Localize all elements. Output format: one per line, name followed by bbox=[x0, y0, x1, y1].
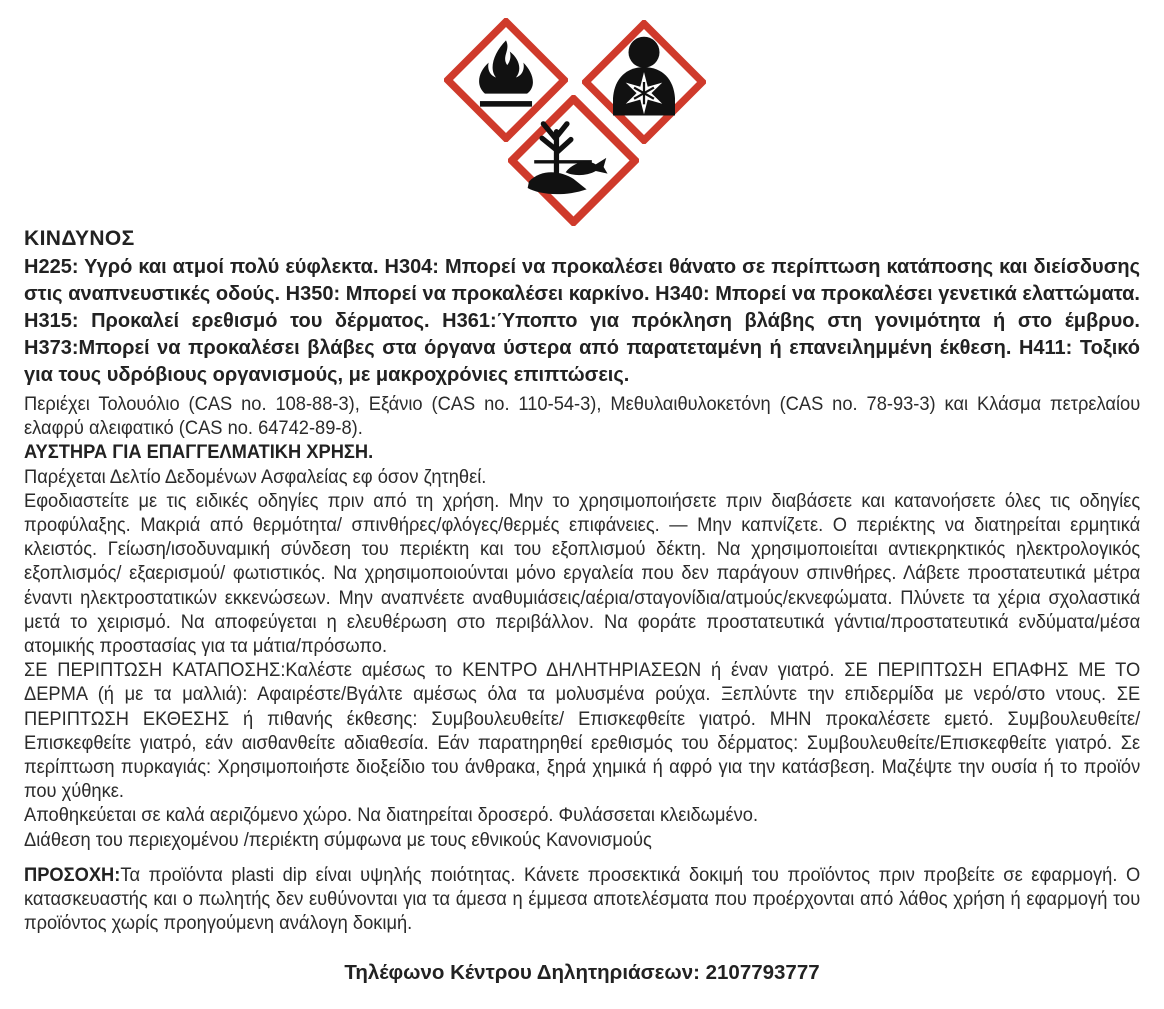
disposal-statement: Διάθεση του περιεχομένου /περιέκτη σύμφωνα με τους εθνικούς Κανονισμούς bbox=[24, 828, 652, 851]
poison-center-phone: Τηλέφωνο Κέντρου Δηλητηριάσεων: 2107793777 bbox=[344, 961, 820, 985]
professional-use-note: ΑΥΣΤΗΡΑ ΓΙΑ ΕΠΑΓΓΕΛΜΑΤΙΚΗ ΧΡΗΣΗ. bbox=[24, 441, 374, 464]
small-print-block bbox=[24, 392, 1140, 935]
signal-word: ΚΙΝΔΥΝΟΣ bbox=[24, 227, 135, 250]
caution-paragraph bbox=[24, 863, 1140, 936]
precautionary-statements: Εφοδιαστείτε με τις ειδικές οδηγίες πριν από τη χρήση. Μην το χρησιμοποιήσετε πριν διαβάσετε και κατανοήσετε όλες τις οδηγίες προφύλαξης. Μακριά από θερμότητα/ σπινθήρες/φλόγες/θερμές επιφάνειες. — Μην καπνίζετε. Ο περιέκτης να διατηρείται ερμητικά κλειστός. Γείωση/ισοδυναμική σύνδεση του περιέκτη και του εξοπλισμού δέκτη. Να χρησιμοποιείται αντιεκρηκτικός ηλεκτρολογικός εξοπλισμός/ εξαερισμού/ φωτιστικός. Να χρησιμοποιούνται μόνο εργαλεία που δεν παράγουν σπινθήρες. Λάβετε προστατευτικά μέτρα έναντι ηλεκτροστατικών εκκενώσεων. Μην αναπνέετε αναθυμιάσεις/αέρια/σταγονίδια/ατμούς/εκνεφώματα. Πλύνετε τα χέρια σχολαστικά μετά το χειρισμό. Να αποφεύγεται η ελευθέρωση στο περιβάλλον. Να φοράτε προστατευτικά γάντια/προστατευτικά ενδύματα/μέσα ατομικής προστασίας για τα μάτια/πρόσωπο. bbox=[24, 489, 1141, 658]
caution-text: Τα προϊόντα plasti dip είναι υψηλής ποιότητας. Κάνετε προσεκτικά δοκιμή του προϊόντος πριν προβείτε σε εφαρμογή. Ο κατασκευαστής και ο πωλητής δεν ευθύνονται για τα άμεσα η έμμεσα αποτελέσματα που προέρχονται από λάθος χρήση ή εφαρμογή του προϊόντος χωρίς προηγούμενη ανάλογη δοκιμή. bbox=[24, 863, 1141, 935]
caution-label: ΠΡΟΣΟΧΗ: bbox=[24, 863, 121, 886]
sds-note: Παρέχεται Δελτίο Δεδομένων Ασφαλείας εφ όσον ζητηθεί. bbox=[24, 465, 487, 488]
hazard-statements: Η225: Υγρό και ατμοί πολύ εύφλεκτα. Η304: Μπορεί να προκαλέσει θάνατο σε περίπτωση κατάποσης και διείσδυσης στις αναπνευστικές οδούς. Η350: Μπορεί να προκαλέσει καρκίνο. Η340: Μπορεί να προκαλέσει γενετικά ελαττώματα. Η315: Προκαλεί ερεθισμό του δέρματος. Η361:Ύποπτο για πρόκληση βλάβης στη γονιμότητα ή στο έμβρυο. Η373:Μπορεί να προκαλέσει βλάβες στα όργανα ύστερα από παρατεταμένη ή επανειλημμένη έκθεση. Η411: Τοξικό για τους υδρόβιους οργανισμούς, με μακροχρόνιες επιπτώσεις. bbox=[24, 256, 1140, 386]
contains-statement: Περιέχει Τολουόλιο (CAS no. 108-88-3), Εξάνιο (CAS no. 110-54-3), Μεθυλαιθυλοκετόνη (CAS no. 78-93-3) και Κλάσμα πετρελαίου ελαφρύ αλειφατικό (CAS no. 64742-89-8). bbox=[24, 393, 1141, 440]
ghs-environment-pictogram bbox=[508, 95, 639, 226]
storage-statement: Αποθηκεύεται σε καλά αεριζόμενο χώρο. Να διατηρείται δροσερό. Φυλάσσεται κλειδωμένο. bbox=[24, 804, 759, 827]
label-text-block bbox=[24, 226, 1140, 985]
first-aid-statements: ΣΕ ΠΕΡΙΠΤΩΣΗ ΚΑΤΑΠΟΣΗΣ:Καλέστε αμέσως το ΚΕΝΤΡΟ ΔΗΛΗΤΗΡΙΑΣΕΩΝ ή έναν γιατρό. ΣΕ ΠΕΡΙΠΤΩΣΗ ΕΠΑΦΗΣ ΜΕ ΤΟ ΔΕΡΜΑ (ή με τα μαλλιά): Αφαιρέστε/Βγάλτε αμέσως όλα τα μολυσμένα ρούχα. Ξεπλύντε την επιδερμίδα με νερό/στο ντους. ΣΕ ΠΕΡΙΠΤΩΣΗ ΕΚΘΕΣΗΣ ή πιθανής έκθεσης: Συμβουλευθείτε/ Επισκεφθείτε γιατρό. ΜΗΝ προκαλέσετε εμετό. Συμβουλευθείτε/Επισκεφθείτε γιατρό, εάν αισθανθείτε αδιαθεσία. Εάν παρατηρηθεί ερεθισμός του δέρματος: Συμβουλευθείτε/Επισκεφθείτε γιατρό. Σε περίπτωση πυρκαγιάς: Χρησιμοποιήστε διοξείδιο του άνθρακα, ξηρά χημικά ή αφρό για την κατάσβεση. Μαζέψτε την ουσία ή το προϊόν που χύθηκε. bbox=[24, 659, 1141, 803]
